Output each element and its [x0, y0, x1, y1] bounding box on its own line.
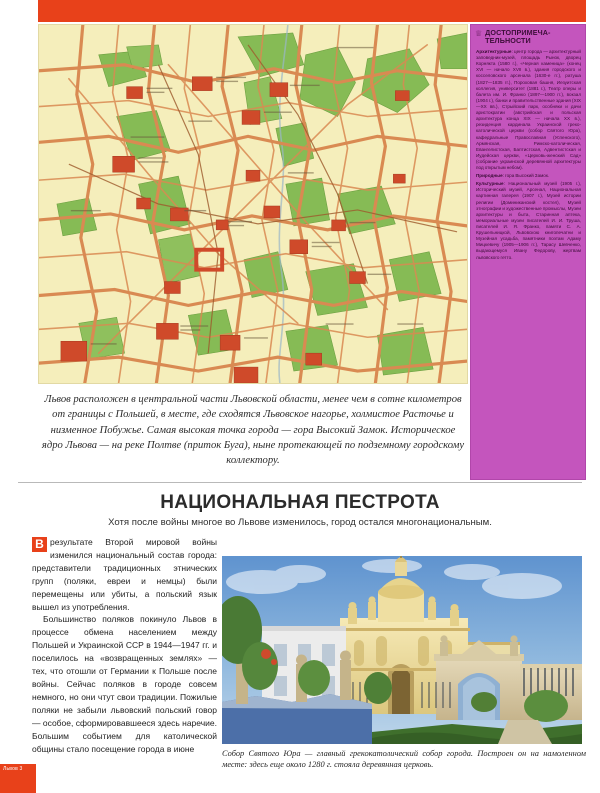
- sidebar-entry-label: Архитектурные: [476, 48, 512, 54]
- article-paragraph-1-text: результате Второй мировой войны изменился национальный состав города: представители традиционных этнических групп (поляки, евреи и немцы) были перемещены или убиты, а польский язык вышел из употребления.: [32, 537, 217, 612]
- page-number-tab: [0, 764, 36, 793]
- top-accent-bar: [38, 0, 586, 22]
- sidebar-header: [471, 25, 585, 48]
- page-number-label: Львов 3: [3, 766, 23, 772]
- section-divider: [18, 482, 582, 483]
- sidebar-entry-text: : Национальный музей (1905 г.), Исторический музей, Арсенал, Национальная картинная галерея (1907 г.), Музей истории религии (Доминиканский костел), Музей этнографии и художественные промыслы, Музеи архитектуры и быта, Старинная аптека, мемориальные музеи писателей И. И. Труша, писателей И. Я. Франко, памяти С. А. Крушельницкой, Львовскою книгопечатни и Музейная усадьба, памятники поэтам Адаму Мицкевичу (1905—1906 гг.), Тарасу Шевченко, выдающемуся Ивану Федорову, жертвам львовского гетто.: [476, 181, 581, 260]
- sidebar-entry-label: Культурные: [476, 181, 504, 187]
- drop-cap: В: [32, 537, 47, 552]
- saint-george-cathedral-photo: [222, 556, 582, 744]
- sidebar-entry-text: : центр города — архитектурный заповедник-музей, площадь Рынок, дворец Корнякта (1580 г.), «Черная каменица» (конец XVI — начало XVII в.), здания городского и косселовского арсенала (1630-е гг.), ратуша (1827—1835 гг.), Пороховая башня, Иезуитская коллегия, университет (1881 г.), Театр оперы и балета им. И. Франко (1897—1900 гг.), вокзал (1904 г.), банки и правительственные здания (XIX—XX вв.), Стрыйский парк, особняки и дачи аристократии (австрийская и польская архитектура конца XIX — начала XX в.), резиденция кардинала Украинской греко-католической церкви (собор Святого Юра), кафедральные Православная (Успенского), Армянская, Римско-католическая, Евангелистская, Баптистская, Адвентистская и Иудейская церкви, «Церковь-женский Сад» (собрание украинской деревянной архитектуры под открытым небом).: [476, 48, 581, 171]
- page-title: НАЦИОНАЛЬНАЯ ПЕСТРОТА: [160, 492, 440, 513]
- sidebar-entry-architectural: [476, 49, 581, 171]
- photo-caption: Собор Святого Юра — главный грекокатолический собор города. Построен он на намоленном месте: здесь еще около 1280 г. стояла деревянная церковь.: [222, 749, 586, 770]
- sidebar-entry-text: : гора Высокий Замок.: [502, 173, 550, 179]
- map-of-lviv[interactable]: [38, 24, 468, 384]
- crown-icon: ♕: [475, 29, 483, 38]
- map-graphic: [39, 25, 467, 383]
- sidebar-title: ДОСТОПРИМЕЧА- ТЕЛЬНОСТИ: [485, 28, 551, 46]
- sidebar-entry-label: Природные: [476, 173, 503, 179]
- section-subtitle: Хотя после войны многое во Львове изменилось, город остался многонациональным.: [108, 517, 492, 528]
- photo-graphic: [222, 556, 582, 744]
- article-column: [32, 536, 217, 755]
- sidebar-entry-natural: [476, 173, 581, 179]
- article-paragraph-1: [32, 536, 217, 613]
- sidebar-body: [471, 48, 585, 267]
- attractions-sidebar: [470, 24, 586, 480]
- sidebar-entry-cultural: [476, 181, 581, 260]
- map-intro-caption: Львов расположен в центральной части Львовской области, менее чем в сотне километров от границы с Польшей, в месте, где сходятся Львовское нагорье, холмистое Расточье и низменное Побужье. Самая высокая точка города — гора Высокий Замок. Историческое ядро Львова — на реке Полтве (приток Буга), ныне протекающей по подземному городскому коллектору.: [41, 394, 465, 466]
- article-paragraph-2: Большинство поляков покинуло Львов в процессе обмена населением между Польшей и Украинской ССР в 1944—1947 гг. и поселилось на «возвращенных землях» — тех, что отошли от Германии к Польше после войны. Сейчас поляков в городе совсем немного, но они чтут свои традиции. Пожилые поляки не забыли львовский польский говор — особое, сформировавшееся здесь наречие. Большим событием для католической общины стало посещение города в июне: [32, 614, 217, 754]
